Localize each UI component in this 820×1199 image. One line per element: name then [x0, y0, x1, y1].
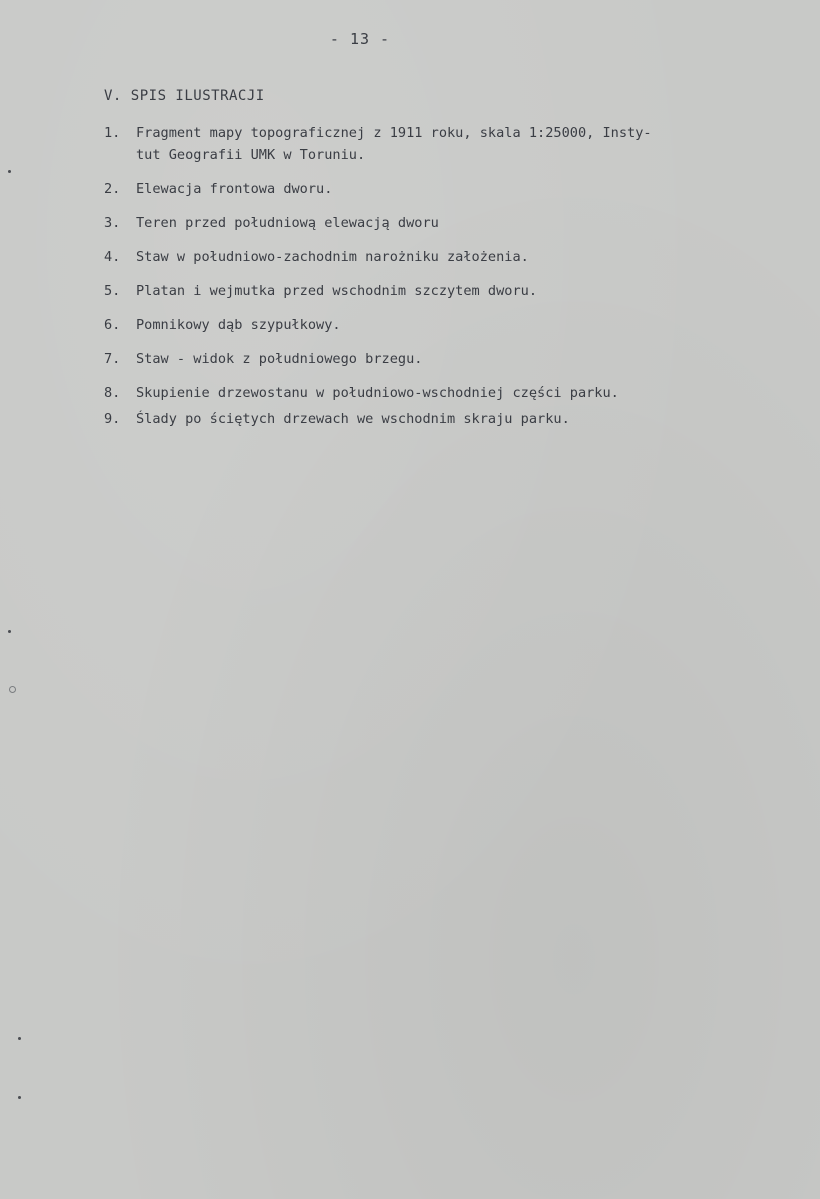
item-number: 7.	[104, 351, 121, 367]
paper-speck	[8, 630, 11, 633]
section-title: V. SPIS ILUSTRACJI	[104, 88, 265, 104]
item-text: Pomnikowy dąb szypułkowy.	[136, 317, 341, 333]
paper-speck	[9, 686, 16, 693]
item-text: Ślady po ściętych drzewach we wschodnim skraju parku.	[136, 411, 570, 427]
paper-speck	[8, 170, 11, 173]
list-item	[104, 246, 816, 268]
item-number: 5.	[104, 283, 121, 299]
item-text: Elewacja frontowa dworu.	[136, 181, 333, 197]
list-item	[104, 178, 816, 200]
list-item	[104, 280, 816, 302]
item-text: Staw w południowo-zachodnim narożniku założenia.	[136, 249, 529, 265]
item-number: 3.	[104, 215, 121, 231]
list-item	[104, 314, 816, 336]
item-number: 1.	[104, 125, 121, 141]
list-item	[104, 382, 816, 404]
item-text: Fragment mapy topograficznej z 1911 roku, skala 1:25000, Insty- tut Geografii UMK w Toruniu.	[136, 125, 652, 163]
list-item	[104, 212, 816, 234]
item-text: Platan i wejmutka przed wschodnim szczytem dworu.	[136, 283, 538, 299]
item-number: 4.	[104, 249, 121, 265]
list-item	[104, 408, 816, 430]
illustration-list	[104, 122, 816, 442]
page-number: - 13 -	[329, 30, 391, 48]
item-number: 9.	[104, 411, 121, 427]
item-text: Staw - widok z południowego brzegu.	[136, 351, 423, 367]
item-text: Skupienie drzewostanu w południowo-wschodniej części parku.	[136, 385, 619, 401]
paper-speck	[18, 1096, 21, 1099]
item-number: 6.	[104, 317, 121, 333]
list-item	[104, 348, 816, 370]
item-number: 8.	[104, 385, 121, 401]
list-item	[104, 122, 816, 166]
paper-speck	[18, 1037, 21, 1040]
item-text: Teren przed południową elewacją dworu	[136, 215, 439, 231]
item-number: 2.	[104, 181, 121, 197]
